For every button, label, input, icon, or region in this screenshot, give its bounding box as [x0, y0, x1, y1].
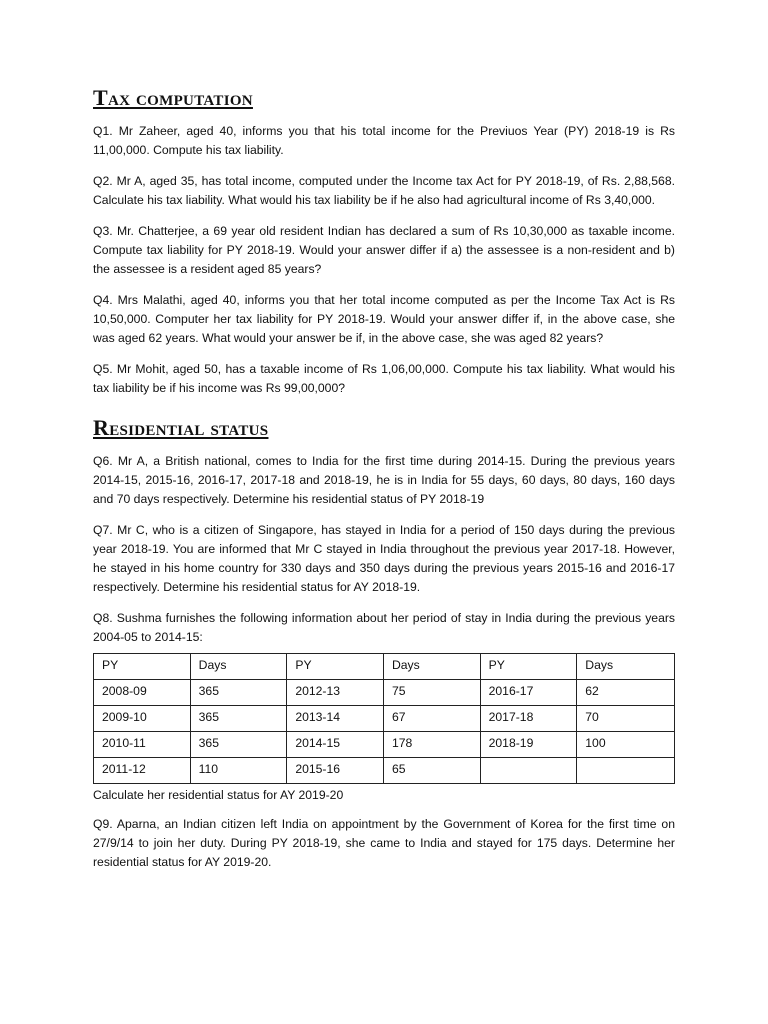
- table-row: [94, 758, 675, 784]
- table-cell: 2010-11: [94, 732, 191, 758]
- table-cell: 365: [190, 680, 287, 706]
- table-cell: [480, 758, 577, 784]
- table-cell: 2011-12: [94, 758, 191, 784]
- section-title-residential-status: Residential status: [93, 415, 269, 440]
- table-cell: 2016-17: [480, 680, 577, 706]
- table-cell: 70: [577, 706, 675, 732]
- table-cell: 2013-14: [287, 706, 384, 732]
- table-cell: 65: [383, 758, 480, 784]
- table-header-cell: Days: [383, 654, 480, 680]
- section-title-tax-computation: Tax computation: [93, 85, 253, 110]
- question-2: Q2. Mr A, aged 35, has total income, computed under the Income tax Act for PY 2018-19, of Rs. 2,88,568. Calculate his tax liability. What would his tax liability be if he also had agricultural income of Rs 3,40,000.: [93, 174, 675, 207]
- table-cell: [577, 758, 675, 784]
- question-8: Q8. Sushma furnishes the following information about her period of stay in India during the previous years 2004-05 to 2014-15:: [93, 611, 675, 644]
- table-cell: 2012-13: [287, 680, 384, 706]
- table-cell: 2015-16: [287, 758, 384, 784]
- table-cell: 2017-18: [480, 706, 577, 732]
- table-header-row: [94, 654, 675, 680]
- table-cell: 365: [190, 732, 287, 758]
- table-header-cell: Days: [577, 654, 675, 680]
- table-cell: 2008-09: [94, 680, 191, 706]
- question-5: Q5. Mr Mohit, aged 50, has a taxable income of Rs 1,06,00,000. Compute his tax liability. What would his tax liability be if his income was Rs 99,00,000?: [93, 362, 675, 395]
- question-8-followup: Calculate her residential status for AY 2019-20: [93, 788, 344, 802]
- table-header-cell: Days: [190, 654, 287, 680]
- table-cell: 110: [190, 758, 287, 784]
- table-cell: 67: [383, 706, 480, 732]
- table-row: [94, 732, 675, 758]
- table-row: [94, 706, 675, 732]
- table-cell: 2009-10: [94, 706, 191, 732]
- table-cell: 100: [577, 732, 675, 758]
- question-6: Q6. Mr A, a British national, comes to India for the first time during 2014-15. During the previous years 2014-15, 2015-16, 2016-17, 2017-18 and 2018-19, he is in India for 55 days, 60 days, 80 days, 160 days and 70 days respectively. Determine his residential status of PY 2018-19: [93, 454, 675, 506]
- question-3: Q3. Mr. Chatterjee, a 69 year old resident Indian has declared a sum of Rs 10,30,000 as taxable income. Compute tax liability for PY 2018-19. Would your answer differ if a) the assessee is a non-resident and b) the assessee is a resident aged 85 years?: [93, 224, 675, 276]
- table-cell: 2018-19: [480, 732, 577, 758]
- table-cell: 2014-15: [287, 732, 384, 758]
- question-4: Q4. Mrs Malathi, aged 40, informs you that her total income computed as per the Income Tax Act is Rs 10,50,000. Computer her tax liability for PY 2018-19. Would your answer differ if, in the above case, she was aged 62 years. What would your answer be if, in the above case, she was aged 82 years?: [93, 293, 675, 345]
- question-7: Q7. Mr C, who is a citizen of Singapore, has stayed in India for a period of 150 days during the previous year 2018-19. You are informed that Mr C stayed in India throughout the previous year 2017-18. However, he stayed in his home country for 330 days and 350 days during the previous years 2015-16 and 2016-17 respectively. Determine his residential status for AY 2018-19.: [93, 523, 675, 594]
- question-9: Q9. Aparna, an Indian citizen left India on appointment by the Government of Korea for the first time on 27/9/14 to join her duty. During PY 2018-19, she came to India and stayed for 175 days. Determine her residential status for AY 2019-20.: [93, 817, 675, 869]
- table-cell: 62: [577, 680, 675, 706]
- table-header-cell: PY: [287, 654, 384, 680]
- table-cell: 365: [190, 706, 287, 732]
- stay-table: [93, 653, 675, 784]
- question-1: Q1. Mr Zaheer, aged 40, informs you that his total income for the Previuos Year (PY) 2018-19 is Rs 11,00,000. Compute his tax liability.: [93, 124, 675, 157]
- table-header-cell: PY: [94, 654, 191, 680]
- table-cell: 75: [383, 680, 480, 706]
- table-header-cell: PY: [480, 654, 577, 680]
- table-row: [94, 680, 675, 706]
- table-cell: 178: [383, 732, 480, 758]
- document-page: [93, 84, 675, 884]
